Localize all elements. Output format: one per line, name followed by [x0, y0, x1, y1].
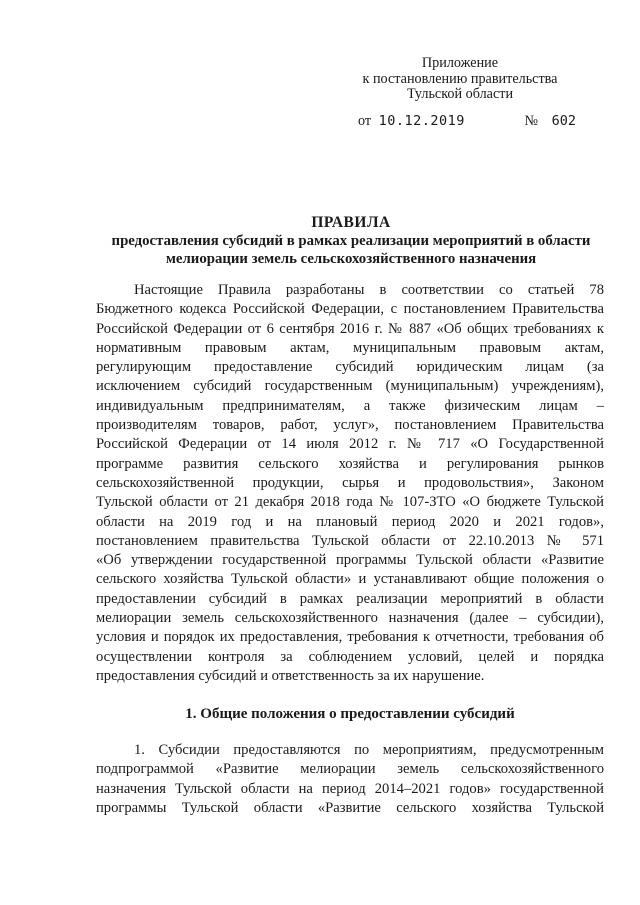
decree-number: 602	[551, 113, 576, 129]
document-subtitle-line-1: предоставления субсидий в рамках реализации мероприятий в области	[111, 233, 591, 249]
paragraph-line: мелиорации земель сельскохозяйственного назначения (далее – субсидии),	[96, 610, 604, 627]
paragraph-line: предоставлении субсидий в рамках реализации мероприятий в области	[96, 590, 604, 607]
paragraph-line: условия и порядок их предоставления, требования к отчетности, требования об	[96, 629, 604, 646]
paragraph-line: регулирующим предоставление субсидий юридическим лицам (за	[96, 359, 604, 376]
paragraph-line: Настоящие Правила разработаны в соответствии со статьей 78	[134, 282, 604, 298]
paragraph-line: исключением субсидий государственным (муниципальным) учреждениям),	[96, 378, 604, 395]
clause-1-paragraph	[96, 741, 604, 818]
document-title: ПРАВИЛА	[311, 214, 391, 231]
paragraph-line: постановлением правительства Тульской области от 22.10.2013 № 571	[96, 532, 604, 549]
appendix-region: Тульской области	[406, 86, 514, 102]
decree-date-number	[358, 113, 576, 130]
decree-date: 10.12.2019	[378, 113, 465, 129]
paragraph-line: Российской Федерации от 14 июля 2012 г. № 717 «О Государственной	[96, 436, 604, 453]
paragraph-line: программы Тульской области «Развитие сельского хозяйства Тульской	[96, 799, 604, 816]
appendix-block	[340, 56, 580, 103]
paragraph-line: подпрограммой «Развитие мелиорации земель сельскохозяйственного	[96, 761, 604, 778]
paragraph-line: сельскохозяйственной продукции, сырья и продовольствия», Законом	[96, 474, 604, 491]
paragraph-line: индивидуальным предпринимателям, а также физическим лицам –	[96, 397, 604, 414]
paragraph-line: Тульской области от 21 декабря 2018 года № 107-ЗТО «О бюджете Тульской	[96, 494, 604, 511]
paragraph-line: области на 2019 год и на плановый период 2020 и 2021 годов»,	[96, 513, 604, 530]
section-heading: 1. Общие положения о предоставлении субсидий	[185, 706, 515, 722]
from-label: от	[358, 113, 372, 129]
paragraph-line: осуществлении контроля за соблюдением условий, целей и порядка	[96, 648, 604, 665]
intro-paragraph	[96, 281, 604, 686]
paragraph-line: Бюджетного кодекса Российской Федерации, с постановлением Правительства	[96, 301, 604, 318]
appendix-reference: к постановлению правительства	[362, 70, 558, 87]
document-subtitle-line-2: мелиорации земель сельскохозяйственного назначения	[165, 251, 537, 267]
number-sign: №	[524, 113, 539, 129]
paragraph-line: «Об утверждении государственной программы Тульской области «Развитие	[96, 552, 604, 569]
paragraph-line: программе развития сельского хозяйства и регулирования рынков	[96, 455, 604, 472]
paragraph-line: предоставления субсидий и ответственность за их нарушение.	[96, 667, 485, 684]
appendix-title: Приложение	[421, 55, 499, 71]
paragraph-line: Российской Федерации от 6 сентября 2016 г. № 887 «Об общих требованиях к	[96, 320, 604, 337]
paragraph-line: нормативным правовым актам, муниципальным правовым актам,	[96, 339, 604, 356]
paragraph-line: назначения Тульской области на период 2014–2021 годов» государственной	[96, 780, 604, 797]
paragraph-line: 1. Субсидии предоставляются по мероприятиям, предусмотренным	[134, 742, 604, 758]
paragraph-line: сельского хозяйства Тульской области» и устанавливают общие положения о	[96, 571, 604, 588]
paragraph-line: производителям товаров, работ, услуг», постановлением Правительства	[96, 417, 604, 434]
